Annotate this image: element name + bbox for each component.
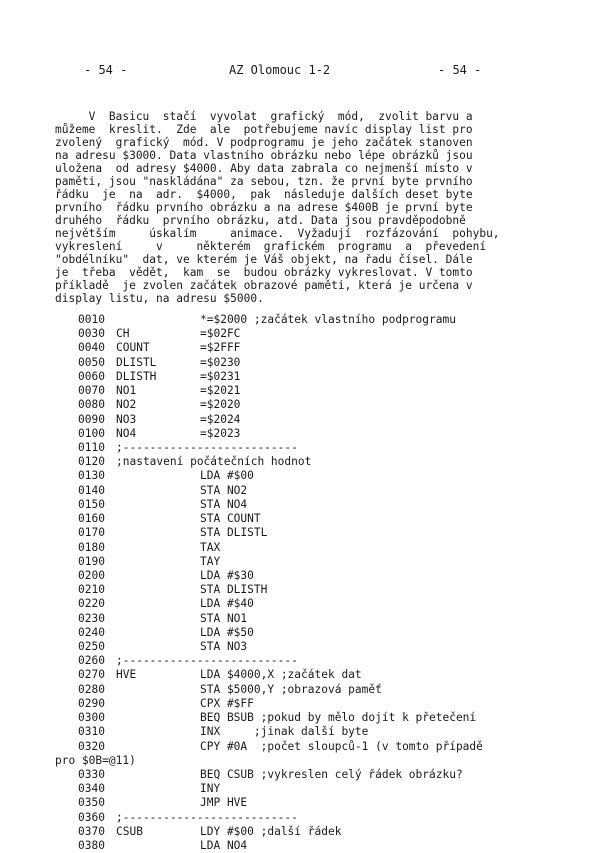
code-label: NO2 — [116, 398, 137, 412]
line-number: 0090 — [78, 412, 105, 426]
paragraph-line: na adresu $3000. Data vlastního obrázku nebo lépe obrázků jsou — [55, 149, 473, 162]
line-number: 0200 — [78, 568, 105, 582]
code-instruction: =$2FFF — [200, 341, 241, 355]
paragraph-line: řádku je na adr. $4000, pak následuje dalších deset byte — [55, 188, 473, 201]
code-line — [55, 796, 525, 810]
code-line — [55, 341, 525, 355]
paragraph-line: "obdélníku" dat, ve kterém je Váš objekt, na řadu čísel. Dále — [55, 253, 473, 266]
code-line — [55, 498, 525, 512]
line-number: 0230 — [78, 611, 105, 625]
line-number: 0120 — [78, 455, 105, 469]
line-number: 0340 — [78, 782, 105, 796]
code-instruction: =$02FC — [200, 327, 241, 341]
line-number: 0130 — [78, 469, 105, 483]
code-instruction: STA COUNT — [200, 512, 261, 526]
line-number: 0270 — [78, 668, 105, 682]
code-line — [55, 825, 525, 839]
line-number: 0360 — [78, 810, 105, 824]
code-continuation: pro $0B=@11) — [55, 753, 136, 767]
code-instruction: LDA #$40 — [200, 597, 254, 611]
code-instruction: CPY #0A ;počet sloupců-1 (v tomto případě — [200, 739, 483, 753]
line-number: 0190 — [78, 554, 105, 568]
code-line — [55, 668, 525, 682]
code-label: NO4 — [116, 426, 137, 440]
code-label: CSUB — [116, 824, 143, 838]
code-line — [55, 484, 525, 498]
code-label: CH — [116, 327, 130, 341]
code-line — [55, 754, 525, 768]
code-label: HVE — [116, 668, 137, 682]
intro-paragraph — [55, 110, 510, 305]
line-number: 0320 — [78, 739, 105, 753]
code-instruction: LDA #$50 — [200, 625, 254, 639]
paragraph-line: V Basicu stačí vyvolat grafický mód, zvolit barvu a — [55, 110, 473, 123]
code-line — [55, 697, 525, 711]
code-line — [55, 455, 525, 469]
code-line — [55, 597, 525, 611]
line-number: 0100 — [78, 426, 105, 440]
code-label: NO1 — [116, 384, 137, 398]
code-instruction: LDA #$00 — [200, 469, 254, 483]
paragraph-line: zvolený grafický mód. V podprogramu je jeho začátek stanoven — [55, 136, 473, 149]
code-label: COUNT — [116, 341, 150, 355]
code-instruction: =$0230 — [200, 355, 241, 369]
line-number: 0310 — [78, 725, 105, 739]
paragraph-line: příkladě je zvolen začátek obrazové paměti, která je určena v — [55, 279, 473, 292]
code-comment: ;-------------------------- — [116, 810, 298, 824]
line-number: 0080 — [78, 398, 105, 412]
paragraph-line: druhého řádku prvního obrázku, atd. Data jsou pravděpodobně — [55, 214, 466, 227]
line-number: 0290 — [78, 696, 105, 710]
code-line — [55, 441, 525, 455]
paragraph-line: prvního řádku prvního obrázku a na adrese $400B je první byte — [55, 201, 473, 214]
line-number: 0010 — [78, 313, 105, 326]
code-line — [55, 555, 525, 569]
line-number: 0170 — [78, 526, 105, 540]
code-instruction: *=$2000 ;začátek vlastního podprogramu — [200, 313, 456, 326]
line-number: 0040 — [78, 341, 105, 355]
code-line — [55, 612, 525, 626]
line-number: 0260 — [78, 654, 105, 668]
code-instruction: LDA NO4 — [200, 839, 248, 853]
code-instruction: LDA $4000,X ;začátek dat — [200, 668, 362, 682]
code-instruction: =$2023 — [200, 426, 241, 440]
code-line — [55, 313, 525, 327]
code-instruction: STA NO2 — [200, 483, 248, 497]
line-number: 0070 — [78, 384, 105, 398]
line-number: 0110 — [78, 440, 105, 454]
code-instruction: CPX #$FF — [200, 696, 254, 710]
code-line — [55, 640, 525, 654]
paragraph-line: display listu, na adresu $5000. — [55, 292, 264, 305]
paragraph-line: je třeba vědět, kam se budou obrázky vykreslovat. V tomto — [55, 266, 473, 279]
paragraph-line: vykreslení v některém grafickém programu a převedení — [55, 240, 487, 253]
line-number: 0300 — [78, 711, 105, 725]
line-number: 0220 — [78, 597, 105, 611]
code-comment: ;-------------------------- — [116, 440, 298, 454]
code-instruction: STA NO1 — [200, 611, 248, 625]
paragraph-line: uložena od adresy $4000. Aby data zabrala co nejmenší místo v — [55, 162, 473, 175]
page-header — [0, 63, 600, 79]
code-line — [55, 413, 525, 427]
code-comment: ;nastavení počátečních hodnot — [116, 455, 312, 469]
code-line — [55, 384, 525, 398]
code-instruction: JMP HVE — [200, 796, 248, 810]
code-instruction: STA NO3 — [200, 640, 248, 654]
code-line — [55, 327, 525, 341]
code-line — [55, 583, 525, 597]
code-instruction: TAX — [200, 540, 221, 554]
running-title: AZ Olomouc 1-2 — [229, 63, 331, 77]
assembly-listing — [55, 313, 525, 853]
line-number: 0150 — [78, 497, 105, 511]
paragraph-line: největším úskalím animace. Vyžadují rozfázování pohybu, — [55, 227, 500, 240]
code-label: NO3 — [116, 412, 137, 426]
code-line — [55, 526, 525, 540]
code-label: DLISTH — [116, 369, 157, 383]
code-line — [55, 768, 525, 782]
line-number: 0370 — [78, 824, 105, 838]
code-line — [55, 725, 525, 739]
line-number: 0330 — [78, 768, 105, 781]
line-number: 0140 — [78, 483, 105, 497]
code-instruction: INX ;jinak další byte — [200, 725, 369, 739]
code-line — [55, 654, 525, 668]
code-line — [55, 740, 525, 754]
code-label: DLISTL — [116, 355, 157, 369]
line-number: 0180 — [78, 540, 105, 554]
line-number: 0060 — [78, 369, 105, 383]
code-instruction: LDY #$00 ;další řádek — [200, 824, 342, 838]
code-line — [55, 469, 525, 483]
line-number: 0280 — [78, 682, 105, 696]
code-line — [55, 711, 525, 725]
code-line — [55, 839, 525, 853]
code-instruction: =$2024 — [200, 412, 241, 426]
code-line — [55, 683, 525, 697]
code-line — [55, 427, 525, 441]
code-instruction: TAY — [200, 554, 221, 568]
code-line — [55, 512, 525, 526]
code-instruction: STA NO4 — [200, 497, 248, 511]
code-line — [55, 370, 525, 384]
line-number: 0030 — [78, 327, 105, 341]
code-instruction: BEQ CSUB ;vykreslen celý řádek obrázku? — [200, 768, 463, 781]
code-line — [55, 356, 525, 370]
code-line — [55, 782, 525, 796]
code-line — [55, 541, 525, 555]
code-instruction: BEQ BSUB ;pokud by mělo dojít k přetečení — [200, 711, 477, 725]
line-number: 0160 — [78, 512, 105, 526]
line-number: 0240 — [78, 625, 105, 639]
code-instruction: STA $5000,Y ;obrazová paměť — [200, 682, 382, 696]
code-instruction: STA DLISTH — [200, 583, 268, 597]
code-instruction: LDA #$30 — [200, 568, 254, 582]
line-number: 0350 — [78, 796, 105, 810]
code-line — [55, 811, 525, 825]
code-comment: ;-------------------------- — [116, 654, 298, 668]
line-number: 0210 — [78, 583, 105, 597]
paragraph-line: můžeme kreslit. Zde ale potřebujeme navíc display list pro — [55, 123, 473, 136]
code-instruction: =$2020 — [200, 398, 241, 412]
code-line — [55, 398, 525, 412]
line-number: 0050 — [78, 355, 105, 369]
page-number-right: - 54 - — [438, 63, 482, 77]
code-line — [55, 569, 525, 583]
paragraph-line: paměti, jsou "naskládána" za sebou, tzn. že první byte prvního — [55, 175, 473, 188]
code-instruction: =$0231 — [200, 369, 241, 383]
code-line — [55, 626, 525, 640]
line-number: 0250 — [78, 640, 105, 654]
code-instruction: =$2021 — [200, 384, 241, 398]
page-number-left: - 54 - — [84, 63, 128, 77]
line-number: 0380 — [78, 839, 105, 853]
code-instruction: INY — [200, 782, 221, 796]
code-instruction: STA DLISTL — [200, 526, 268, 540]
